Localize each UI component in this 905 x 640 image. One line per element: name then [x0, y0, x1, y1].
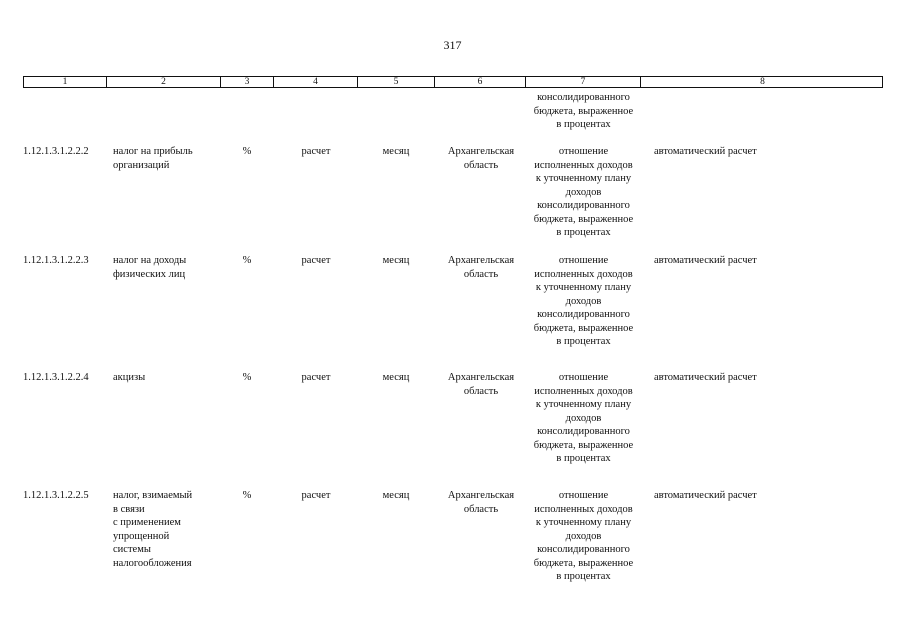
row-formula-line: доходов [565, 412, 602, 424]
row-region-line: Архангельская [447, 255, 515, 266]
row-name-line: налог на доходы [113, 255, 187, 266]
row-region [437, 371, 525, 398]
row-region-line: область [463, 159, 499, 171]
row-code: 1.12.1.3.1.2.2.5 [23, 490, 89, 501]
header-col-2: 2 [107, 77, 221, 87]
continuation-text-line: бюджета, выраженное [533, 105, 634, 117]
row-name [113, 145, 193, 172]
row-formula-line: доходов [565, 530, 602, 542]
row-formula-line: бюджета, выраженное [533, 439, 634, 451]
row-formula-line: к уточненному плану [535, 173, 632, 184]
row-formula [526, 145, 641, 240]
continuation-text-line: консолидированного [537, 92, 630, 103]
row-name [113, 254, 186, 281]
row-region-line: область [463, 503, 499, 515]
row-formula-line: к уточненному плану [535, 399, 632, 410]
header-col-1: 1 [24, 77, 107, 87]
row-formula-line: в процентах [556, 571, 611, 582]
row-name [113, 489, 192, 570]
row-formula-line: консолидированного [537, 309, 630, 320]
row-formula-line: доходов [565, 295, 602, 307]
row-region-line: Архангельская [447, 490, 515, 501]
header-col-3: 3 [221, 77, 274, 87]
row-formula-line: в процентах [556, 227, 611, 238]
row-name-line: с применением [113, 517, 181, 528]
header-col-8: 8 [760, 77, 765, 87]
row-name-line: системы [113, 544, 151, 555]
row-formula-line: в процентах [556, 453, 611, 464]
row-unit: % [242, 490, 252, 501]
row-period: месяц [382, 255, 410, 266]
row-formula-line: исполненных доходов [534, 385, 633, 397]
row-formula-line: консолидированного [537, 544, 630, 555]
row-source: автоматический расчет [654, 255, 757, 266]
row-region [437, 254, 525, 281]
row-period: месяц [382, 146, 410, 157]
row-name-line: налог, взимаемый [113, 490, 193, 501]
row-source: автоматический расчет [654, 490, 757, 501]
row-formula-line: доходов [565, 186, 602, 198]
row-unit: % [242, 255, 252, 266]
row-region [437, 145, 525, 172]
row-name [113, 371, 145, 385]
row-name-line: в связи [113, 503, 145, 515]
row-formula-line: консолидированного [537, 426, 630, 437]
row-formula-line: отношение [558, 255, 609, 266]
row-name-line: упрощенной [113, 530, 170, 542]
row-region-line: Архангельская [447, 372, 515, 383]
row-method: расчет [301, 490, 331, 501]
row-formula-line: к уточненному плану [535, 282, 632, 293]
row-formula-line: исполненных доходов [534, 503, 633, 515]
row-period: месяц [382, 372, 410, 383]
header-col-7: 7 [526, 77, 641, 87]
header-col-4: 4 [274, 77, 358, 87]
row-source: автоматический расчет [654, 146, 757, 157]
row-source: автоматический расчет [654, 372, 757, 383]
page-number: 317 [443, 38, 462, 52]
row-formula-line: исполненных доходов [534, 159, 633, 171]
row-name-line: акцизы [113, 372, 146, 383]
row-formula-line: бюджета, выраженное [533, 322, 634, 334]
row-formula [526, 371, 641, 466]
row-method: расчет [301, 255, 331, 266]
row-period: месяц [382, 490, 410, 501]
row-formula-line: отношение [558, 372, 609, 383]
row-code: 1.12.1.3.1.2.2.2 [23, 146, 89, 157]
row-formula [526, 254, 641, 349]
table-header [23, 76, 883, 88]
row-name-line: налогообложения [113, 557, 192, 569]
header-col-6: 6 [435, 77, 526, 87]
row-name-line: налог на прибыль [113, 146, 193, 157]
row-formula-line: консолидированного [537, 200, 630, 211]
row-name-line: физических лиц [113, 268, 186, 280]
row-region-line: область [463, 268, 499, 280]
row-unit: % [242, 372, 252, 383]
row-method: расчет [301, 372, 331, 383]
row-formula-line: к уточненному плану [535, 517, 632, 528]
row-formula-line: отношение [558, 146, 609, 157]
row-region-line: Архангельская [447, 146, 515, 157]
row-formula-line: исполненных доходов [534, 268, 633, 280]
row-formula [526, 489, 641, 584]
header-col-5: 5 [358, 77, 435, 87]
row-code: 1.12.1.3.1.2.2.3 [23, 255, 89, 266]
continuation-text [526, 91, 641, 132]
row-region [437, 489, 525, 516]
row-formula-line: бюджета, выраженное [533, 213, 634, 225]
row-formula-line: отношение [558, 490, 609, 501]
continuation-text-line: в процентах [556, 119, 611, 130]
row-formula-line: в процентах [556, 336, 611, 347]
row-formula-line: бюджета, выраженное [533, 557, 634, 569]
row-region-line: область [463, 385, 499, 397]
row-method: расчет [301, 146, 331, 157]
row-unit: % [242, 146, 252, 157]
row-name-line: организаций [113, 159, 170, 171]
row-code: 1.12.1.3.1.2.2.4 [23, 372, 89, 383]
